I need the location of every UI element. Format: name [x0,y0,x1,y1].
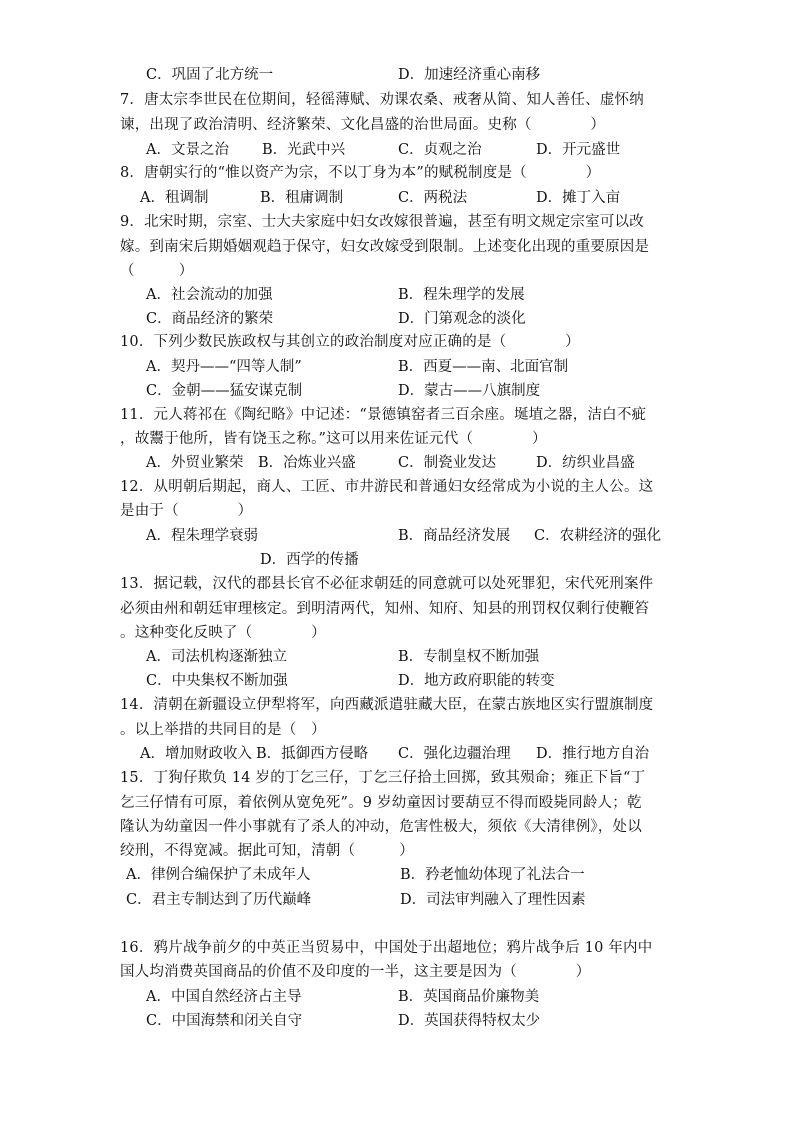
q12-stem-line-1: 12．从明朝后期起，商人、工匠、市井游民和普通妇女经常成为小说的主人公。这 [120,479,654,495]
q11-stem-line-2: ，故鬻于他所，皆有饶玉之称。”这可以用来佐证元代（ ） [120,431,547,447]
q11-option-b: B．冶炼业兴盛 [258,455,356,471]
q7-stem-line-1: 7．唐太宗李世民在位期间，轻徭薄赋、劝课农桑、戒奢从简、知人善任、虚怀纳 [120,92,644,108]
q9-stem-line-2: 嫁。到南宋后期婚姻观趋于保守，妇女改嫁受到限制。上述变化出现的重要原因是 [120,239,650,255]
q7-option-a: A．文景之治 [146,142,229,158]
q15-stem-line-2: 乞三仔情有可原，着依例从宽免死”。9 岁幼童因讨要葫豆不得而殴毙同龄人；乾 [120,795,642,811]
q9-stem-line-1: 9．北宋时期，宗室、士大夫家庭中妇女改嫁很普遍，甚至有明文规定宗室可以改 [120,214,644,230]
q10-option-d: D．蒙古——八旗制度 [398,383,541,399]
q12-option-d: D．西学的传播 [260,552,359,568]
q14-option-b: B．抵御西方侵略 [256,746,369,762]
q13-stem-line-2: 必须由州和朝廷审理核定。到明清两代，知州、知府、知县的刑罚权仅剩行使鞭笞 [120,601,650,617]
q10-stem-line-1: 10．下列少数民族政权与其创立的政治制度对应正确的是（ ） [120,334,580,350]
q15-stem-line-3: 隆认为幼童因一件小事就有了杀人的冲动，危害性极大，须依《大清律例》，处以 [120,819,642,835]
q16-option-b: B．英国商品价廉物美 [398,989,540,1005]
q8-stem-line-1: 8．唐朝实行的“惟以资产为宗，不以丁身为本”的赋税制度是（ ） [120,165,601,181]
q7-option-d: D．开元盛世 [536,142,621,158]
q15-option-d: D．司法审判融入了理性因素 [400,892,586,908]
q8-option-b: B．租庸调制 [260,190,344,206]
q8-option-c: C．两税法 [398,190,468,206]
q13-stem-line-3: 。这种变化反映了（ ） [120,625,326,641]
q15-option-c: C．君主专制达到了历代巅峰 [126,892,312,908]
q9-option-c: C．商品经济的繁荣 [146,311,274,327]
q12-stem-line-2: 是由于（ ） [120,503,253,519]
q9-option-b: B．程朱理学的发展 [398,287,525,303]
q6-option-d: D．加速经济重心南移 [398,67,541,83]
q13-option-c: C．中央集权不断加强 [146,673,288,689]
q13-option-a: A．司法机构逐渐独立 [146,649,287,665]
q15-stem-line-4: 绞刑，不得宽减。据此可知，清朝（ ） [120,843,414,859]
q12-option-a: A．程朱理学衰弱 [146,528,258,544]
q16-option-a: A．中国自然经济占主导 [146,989,302,1005]
q16-option-d: D．英国获得特权太少 [398,1013,541,1029]
q10-option-a: A．契丹——“四等人制” [146,359,302,375]
q12-option-c: C．农耕经济的强化 [534,528,662,544]
q14-stem-line-2: 。以上举措的共同目的是（ ） [120,722,326,738]
q13-option-b: B．专制皇权不断加强 [398,649,540,665]
q8-option-a: A．租调制 [140,190,209,206]
q14-option-a: A．增加财政收入 [140,746,252,762]
q14-option-c: C．强化边疆治理 [398,746,511,762]
q9-option-d: D．门第观念的淡化 [398,311,526,327]
q11-option-d: D．纺织业昌盛 [536,455,635,471]
q6-option-c: C．巩固了北方统一 [146,67,274,83]
q8-option-d: D．摊丁入亩 [536,190,621,206]
q7-option-b: B．光武中兴 [262,142,346,158]
q12-option-b: B．商品经济发展 [398,528,511,544]
q9-stem-line-3: （ ） [120,263,194,279]
q10-option-c: C．金朝——猛安谋克制 [146,383,303,399]
q16-stem-line-1: 16．鸦片战争前夕的中英正当贸易中，中国处于出超地位；鸦片战争后 10 年内中 [120,940,653,956]
q15-option-a: A．律例合编保护了未成年人 [126,867,311,883]
q15-option-b: B．矜老恤幼体现了礼法合一 [400,867,585,883]
q16-option-c: C．中国海禁和闭关自守 [146,1013,303,1029]
q16-stem-line-2: 国人均消费英国商品的价值不及印度的一半，这主要是因为（ ） [120,964,591,980]
q14-stem-line-1: 14．清朝在新疆设立伊犁将军，向西藏派遣驻藏大臣，在蒙古族地区实行盟旗制度 [120,697,654,713]
q11-option-c: C．制瓷业发达 [398,455,497,471]
q7-stem-line-2: 谏，出现了政治清明、经济繁荣、文化昌盛的治世局面。史称（ ） [120,117,606,133]
q13-option-d: D．地方政府职能的转变 [398,673,555,689]
q11-stem-line-1: 11．元人蒋祁在《陶纪略》中记述：“景德镇窑者三百余座。埏埴之器，洁白不疵 [120,407,647,423]
q13-stem-line-1: 13．据记载，汉代的郡县长官不必征求朝廷的同意就可以处死罪犯，宋代死刑案件 [120,576,654,592]
q7-option-c: C．贞观之治 [398,142,482,158]
q14-option-d: D．推行地方自治 [536,746,650,762]
q10-option-b: B．西夏——南、北面官制 [398,359,569,375]
q15-stem-line-1: 15．丁狗仔欺负 14 岁的丁乞三仔，丁乞三仔拾土回掷，致其殒命；雍正下旨“丁 [120,770,646,786]
q9-option-a: A．社会流动的加强 [146,287,273,303]
q11-option-a: A．外贸业繁荣 [146,455,244,471]
